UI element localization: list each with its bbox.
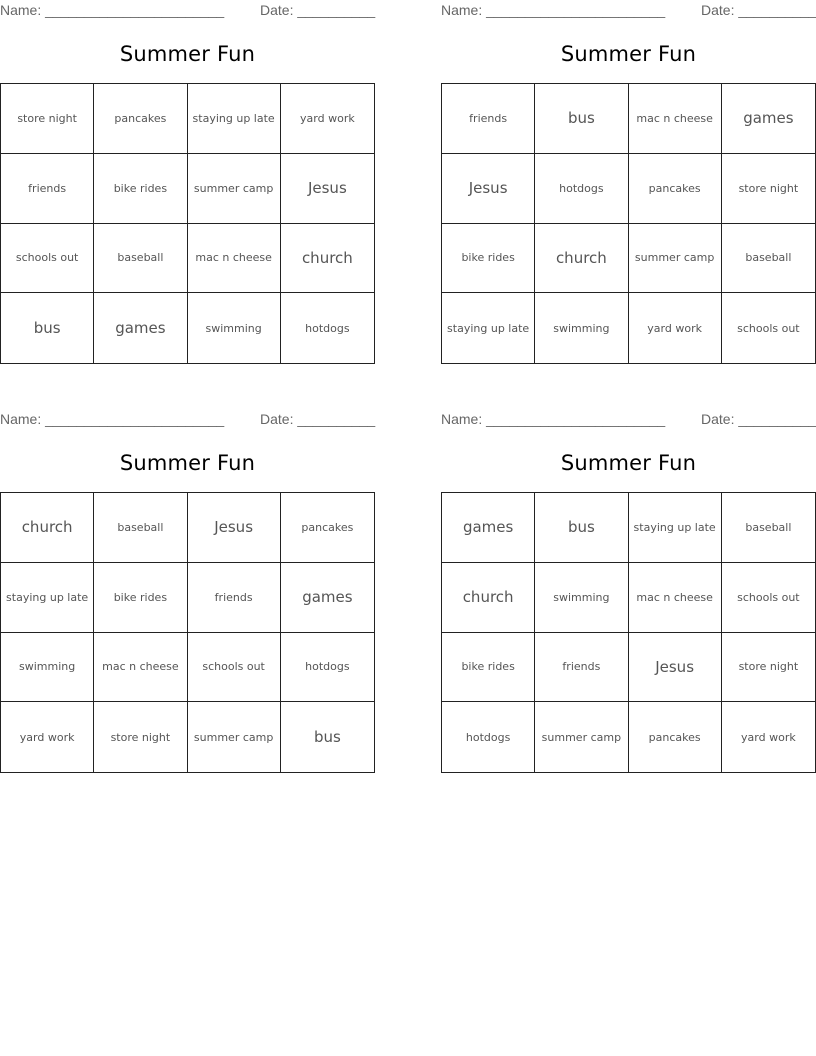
bingo-card bbox=[441, 0, 816, 364]
name-label: Name: _______________________ bbox=[441, 411, 666, 427]
bingo-cell: Jesus bbox=[281, 154, 374, 224]
bingo-cell: church bbox=[1, 493, 94, 563]
bingo-cell: schools out bbox=[737, 321, 800, 335]
bingo-cell: pancakes bbox=[94, 84, 187, 154]
bingo-cell: staying up late bbox=[188, 84, 281, 154]
bingo-cell: swimming bbox=[535, 293, 628, 363]
name-label: Name: _______________________ bbox=[441, 2, 666, 18]
bingo-cell: staying up late bbox=[1, 563, 94, 633]
bingo-cell: baseball bbox=[722, 493, 815, 563]
bingo-cell: store night bbox=[722, 633, 815, 703]
bingo-cell: friends bbox=[442, 84, 535, 154]
bingo-cell: bus bbox=[535, 493, 628, 563]
bingo-cell: friends bbox=[1, 154, 94, 224]
bingo-cell: Jesus bbox=[629, 633, 722, 703]
bingo-cell: store night bbox=[94, 702, 187, 772]
bingo-cell: yard work bbox=[281, 84, 374, 154]
bingo-cell: bike rides bbox=[442, 224, 535, 294]
bingo-grid bbox=[0, 492, 375, 773]
bingo-cell: games bbox=[281, 563, 374, 633]
date-label: Date: __________ bbox=[260, 411, 376, 427]
bingo-card bbox=[0, 0, 375, 364]
bingo-cell: yard work bbox=[629, 293, 722, 363]
bingo-cell: yard work bbox=[1, 702, 94, 772]
bingo-cell: store night bbox=[722, 154, 815, 224]
bingo-cell: summer camp bbox=[188, 702, 281, 772]
bingo-cell: swimming bbox=[1, 633, 94, 703]
date-label: Date: __________ bbox=[260, 2, 376, 18]
date-label: Date: __________ bbox=[701, 411, 816, 427]
bingo-cell: store night bbox=[1, 84, 94, 154]
bingo-cell: mac n cheese bbox=[188, 224, 281, 294]
bingo-cell: friends bbox=[535, 633, 628, 703]
card-title: Summer Fun bbox=[119, 451, 256, 475]
card-header bbox=[0, 2, 375, 20]
bingo-cell: hotdogs bbox=[305, 321, 350, 335]
bingo-cell: baseball bbox=[722, 224, 815, 294]
bingo-cell: summer camp bbox=[188, 154, 281, 224]
bingo-grid bbox=[0, 83, 375, 364]
card-header bbox=[441, 2, 816, 20]
bingo-cell: swimming bbox=[535, 563, 628, 633]
bingo-cell: pancakes bbox=[629, 154, 722, 224]
bingo-grid bbox=[441, 492, 816, 773]
bingo-cell: yard work bbox=[741, 730, 796, 744]
bingo-cell: bike rides bbox=[442, 633, 535, 703]
bingo-cell: hotdogs bbox=[442, 702, 535, 772]
bingo-cell: staying up late bbox=[442, 293, 535, 363]
bingo-cell: games bbox=[722, 84, 815, 154]
bingo-cell: hotdogs bbox=[535, 154, 628, 224]
bingo-cell: swimming bbox=[188, 293, 281, 363]
bingo-card bbox=[441, 409, 816, 773]
bingo-cell: hotdogs bbox=[281, 633, 374, 703]
bingo-cell: bus bbox=[313, 728, 341, 747]
card-title: Summer Fun bbox=[560, 451, 697, 475]
bingo-cell: schools out bbox=[188, 633, 281, 703]
bingo-cell: summer camp bbox=[535, 702, 628, 772]
bingo-cell: friends bbox=[188, 563, 281, 633]
bingo-cell: summer camp bbox=[629, 224, 722, 294]
bingo-card bbox=[0, 409, 375, 773]
bingo-cell: mac n cheese bbox=[629, 84, 722, 154]
bingo-cell: mac n cheese bbox=[629, 563, 722, 633]
bingo-cell: baseball bbox=[94, 493, 187, 563]
card-header bbox=[441, 411, 816, 429]
bingo-cell: Jesus bbox=[442, 154, 535, 224]
card-title: Summer Fun bbox=[560, 42, 697, 66]
bingo-cell: games bbox=[94, 293, 187, 363]
card-title: Summer Fun bbox=[119, 42, 256, 66]
bingo-cell: bus bbox=[1, 293, 94, 363]
date-label: Date: __________ bbox=[701, 2, 816, 18]
bingo-cell: baseball bbox=[94, 224, 187, 294]
bingo-cell: church bbox=[442, 563, 535, 633]
name-label: Name: _______________________ bbox=[0, 411, 225, 427]
bingo-cell: pancakes bbox=[281, 493, 374, 563]
bingo-grid bbox=[441, 83, 816, 364]
name-label: Name: _______________________ bbox=[0, 2, 225, 18]
bingo-cell: games bbox=[442, 493, 535, 563]
bingo-cell: church bbox=[281, 224, 374, 294]
bingo-cell: schools out bbox=[722, 563, 815, 633]
bingo-cell: Jesus bbox=[188, 493, 281, 563]
bingo-cell: staying up late bbox=[629, 493, 722, 563]
bingo-cell: pancakes bbox=[629, 702, 722, 772]
bingo-cell: church bbox=[535, 224, 628, 294]
bingo-cell: bike rides bbox=[94, 563, 187, 633]
card-header bbox=[0, 411, 375, 429]
bingo-cell: bike rides bbox=[94, 154, 187, 224]
bingo-cell: schools out bbox=[1, 224, 94, 294]
bingo-cell: mac n cheese bbox=[94, 633, 187, 703]
bingo-cell: bus bbox=[535, 84, 628, 154]
